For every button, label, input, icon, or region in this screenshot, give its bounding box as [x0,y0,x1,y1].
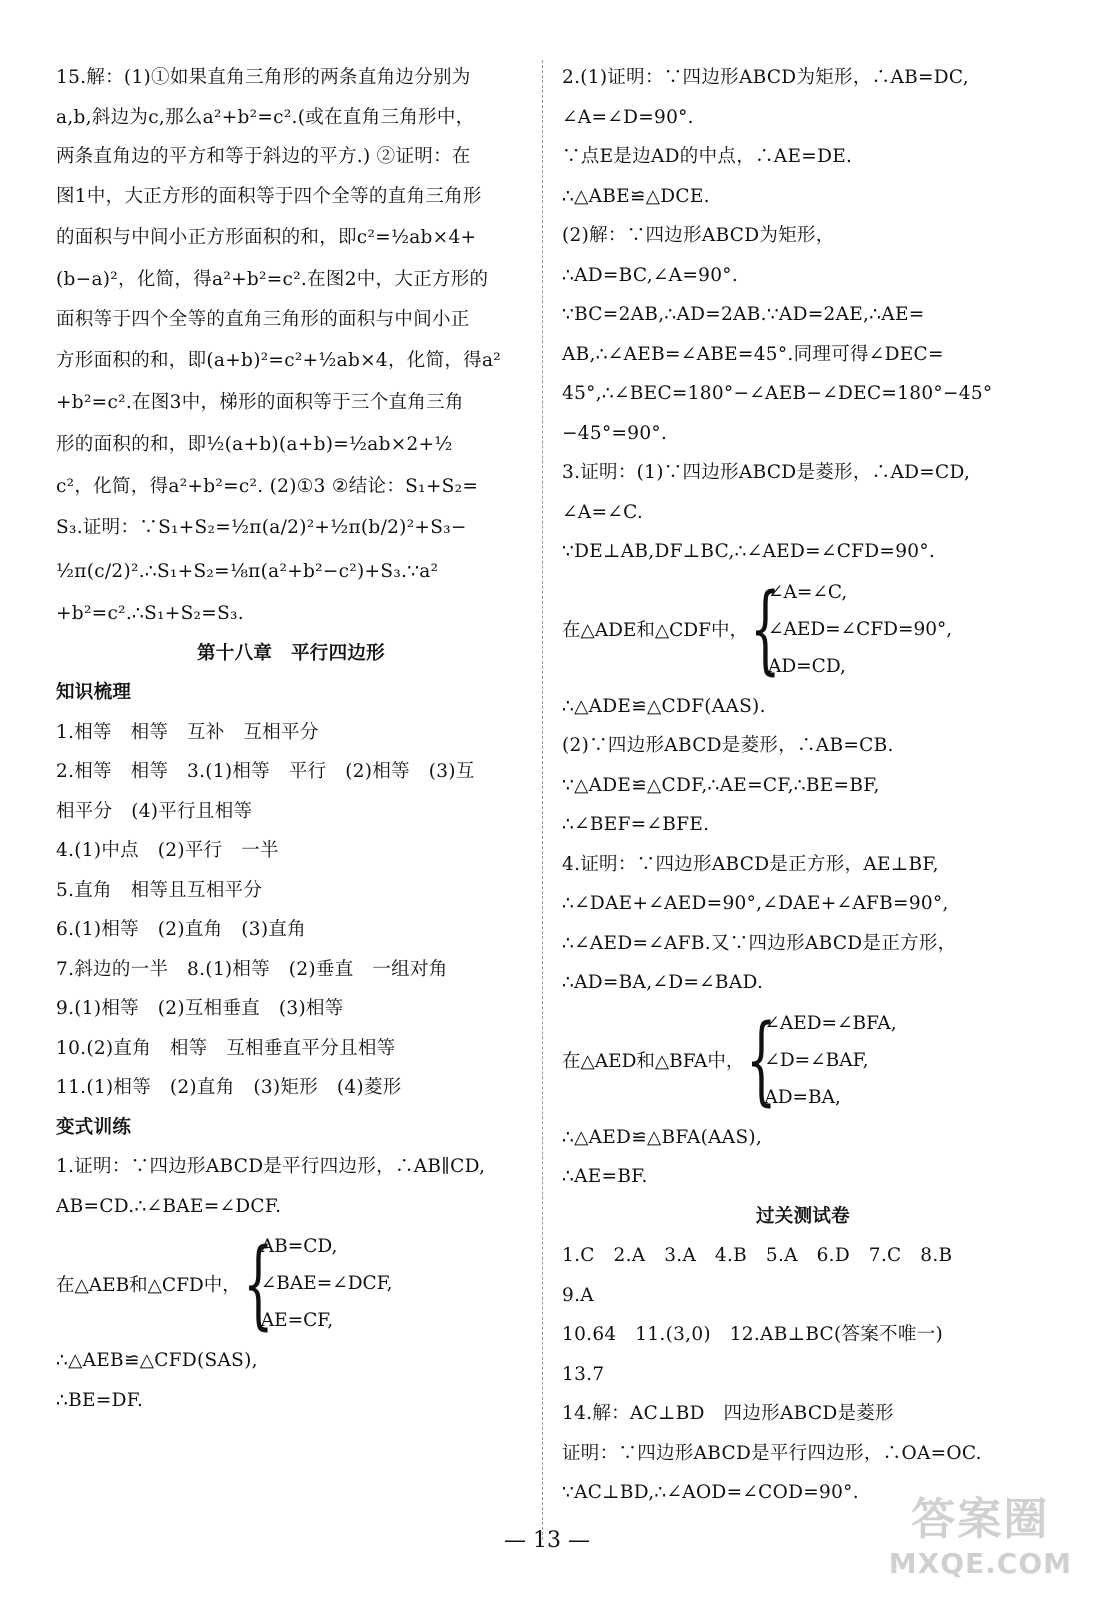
system-prefix: 在△AED和△BFA中， [562,1051,745,1072]
right-column [562,58,1044,1513]
problem-3 [562,453,1044,845]
text-line: ∵BC=2AB,∴AD=2AB.∵AD=2AE,∴AE= [562,304,925,325]
system-row: ∠A=∠C, [767,581,848,603]
text-line: ∴AD=BA,∠D=∠BAD. [562,972,764,993]
text-line: (2)解：∵四边形ABCD为矩形， [562,225,835,246]
text-line: 证明：∵四边形ABCD是平行四边形，∴OA=OC. [562,1442,982,1464]
system-row: ∠AED=∠BFA, [764,1012,897,1034]
watermark-line2: MXQE.COM [888,1547,1072,1580]
text-line: 形的面积的和，即½(a+b)(a+b)=½ab×2+½ [56,433,453,455]
list-item: 10.(2)直角 相等 互相垂直平分且相等 [56,1037,396,1059]
text-line: AB,∴∠AEB=∠ABE=45°.同理可得∠DEC= [562,343,944,365]
text-line: ∵DE⊥AB,DF⊥BC,∴∠AED=∠CFD=90°. [562,541,936,562]
text-line: ∠A=∠C. [562,501,644,523]
system-row: AD=CD, [767,655,846,677]
text-line: 15.解：(1)①如果直角三角形的两条直角边分别为 [56,67,471,88]
text-line: 1.C 2.A 3.A 4.B 5.A 6.D 7.C 8.B [562,1245,953,1266]
text-line: a,b,斜边为c,那么a²+b²=c².(或在直角三角形中， [56,106,475,128]
text-line: ∴∠BEF=∠BFE. [562,814,710,835]
system-prefix: 在△ADE和△CDF中， [562,620,748,641]
text-line: 2.(1)证明：∵四边形ABCD为矩形，∴AB=DC, [562,67,969,88]
equation-system [562,1005,1044,1116]
text-line: ∴△AED≌△BFA(AAS), [562,1126,763,1148]
text-line: 图1中，大正方形的面积等于四个全等的直角三角形 [56,185,482,207]
list-item: 相平分 (4)平行且相等 [56,800,253,822]
text-line: ∵AC⊥BD,∴∠AOD=∠COD=90°. [562,1482,859,1503]
list-item: 5.直角 相等且互相平分 [56,879,263,901]
text-line: ½π(c/2)².∴S₁+S₂=⅛π(a²+b²−c²)+S₃.∵a² [56,561,439,582]
text-line: ∵点E是边AD的中点，∴AE=DE. [562,146,853,167]
text-line: 10.64 11.(3,0) 12.AB⊥BC(答案不唯一) [562,1324,944,1345]
left-brace-icon: { [242,1227,274,1340]
text-line: 的面积与中间小正方形面积的和，即c²=½ab×4+ [56,227,477,248]
system-row: AE=CF, [260,1310,334,1331]
system-row: ∠BAE=∠DCF, [260,1273,393,1294]
column-divider [542,60,543,1540]
text-line: 3.证明：(1)∵四边形ABCD是菱形，∴AD=CD, [562,462,971,483]
text-line: 两条直角边的平方和等于斜边的平方.) ②证明：在 [56,146,471,167]
text-line: (2)∵四边形ABCD是菱形，∴AB=CB. [562,735,894,756]
text-line: ∴△AEB≌△CFD(SAS), [56,1350,258,1371]
text-line: ∵△ADE≌△CDF,∴AE=CF,∴BE=BF, [562,774,880,796]
watermark-line1: 答案圈 [911,1494,1050,1545]
list-item: 7.斜边的一半 8.(1)相等 (2)垂直 一组对角 [56,958,448,980]
left-brace-icon: { [749,573,781,685]
text-line: ∴△ADE≌△CDF(AAS). [562,695,766,717]
text-line: ∴AE=BF. [562,1166,648,1187]
system-row: ∠AED=∠CFD=90°, [767,618,953,640]
text-line: 13.7 [562,1363,605,1385]
system-row: AB=CD, [260,1236,338,1257]
text-line: 面积等于四个全等的直角三角形的面积与中间小正 [56,308,470,330]
system-row: ∠D=∠BAF, [764,1049,869,1071]
text-line: 9.A [562,1284,594,1306]
section-title-variant-training: 变式训练 [56,1116,132,1138]
text-line: 4.证明：∵四边形ABCD是正方形，AE⊥BF, [562,853,939,875]
text-line: ∴∠AED=∠AFB.又∵四边形ABCD是正方形， [562,932,957,954]
text-line: 1.证明：∵四边形ABCD是平行四边形，∴AB∥CD, [56,1156,486,1177]
text-line: 14.解：AC⊥BD 四边形ABCD是菱形 [562,1403,894,1424]
text-line: −45°=90°. [562,422,668,444]
page-number: — 13 — [504,1528,590,1553]
left-brace-icon: { [746,1004,777,1116]
list-item: 2.相等 相等 3.(1)相等 平行 (2)相等 (3)互 [56,761,475,782]
text-line: c²，化简，得a²+b²=c². (2)①3 ②结论：S₁+S₂= [56,475,479,497]
text-line: +b²=c².∴S₁+S₂=S₃. [56,603,244,624]
problem-15 [56,58,526,634]
watermark-logo [889,1483,1072,1580]
chapter-title: 第十八章 平行四边形 [196,642,385,664]
list-item: 6.(1)相等 (2)直角 (3)直角 [56,919,306,940]
test-answers [562,1236,1044,1513]
system-row: AD=BA, [764,1086,841,1108]
section-title-knowledge: 知识梳理 [56,682,132,703]
text-line: ∴∠DAE+∠AED=90°,∠DAE+∠AFB=90°, [562,893,949,914]
text-line: AB=CD.∴∠BAE=∠DCF. [56,1195,282,1217]
test-section-title: 过关测试卷 [755,1205,850,1227]
left-column [56,58,526,1420]
text-line: ∴AD=BC,∠A=90°. [562,264,739,286]
list-item: 4.(1)中点 (2)平行 一半 [56,840,279,861]
text-line: 方形面积的和，即(a+b)²=c²+½ab×4，化简，得a² [56,350,502,371]
text-line: ∴BE=DF. [56,1389,144,1411]
problem-4 [562,845,1044,1197]
equation-system [56,1228,526,1339]
text-line: ∴△ABE≌△DCE. [562,185,710,207]
text-line: +b²=c².在图3中，梯形的面积等于三个直角三角 [56,392,464,413]
list-item: 9.(1)相等 (2)互相垂直 (3)相等 [56,998,344,1019]
text-line: (b−a)²，化简，得a²+b²=c².在图2中，大正方形的 [56,269,489,290]
list-item: 1.相等 相等 互补 互相平分 [56,721,319,743]
text-line: 45°,∴∠BEC=180°−∠AEB−∠DEC=180°−45° [562,383,993,404]
text-line: ∠A=∠D=90°. [562,106,694,128]
problem-2 [562,58,1044,453]
list-item: 11.(1)相等 (2)直角 (3)矩形 (4)菱形 [56,1077,402,1098]
equation-system [562,574,1044,685]
text-line: S₃.证明：∵S₁+S₂=½π(a/2)²+½π(b/2)²+S₃− [56,517,467,538]
knowledge-list [56,713,526,1108]
system-prefix: 在△AEB和△CFD中， [56,1274,241,1296]
